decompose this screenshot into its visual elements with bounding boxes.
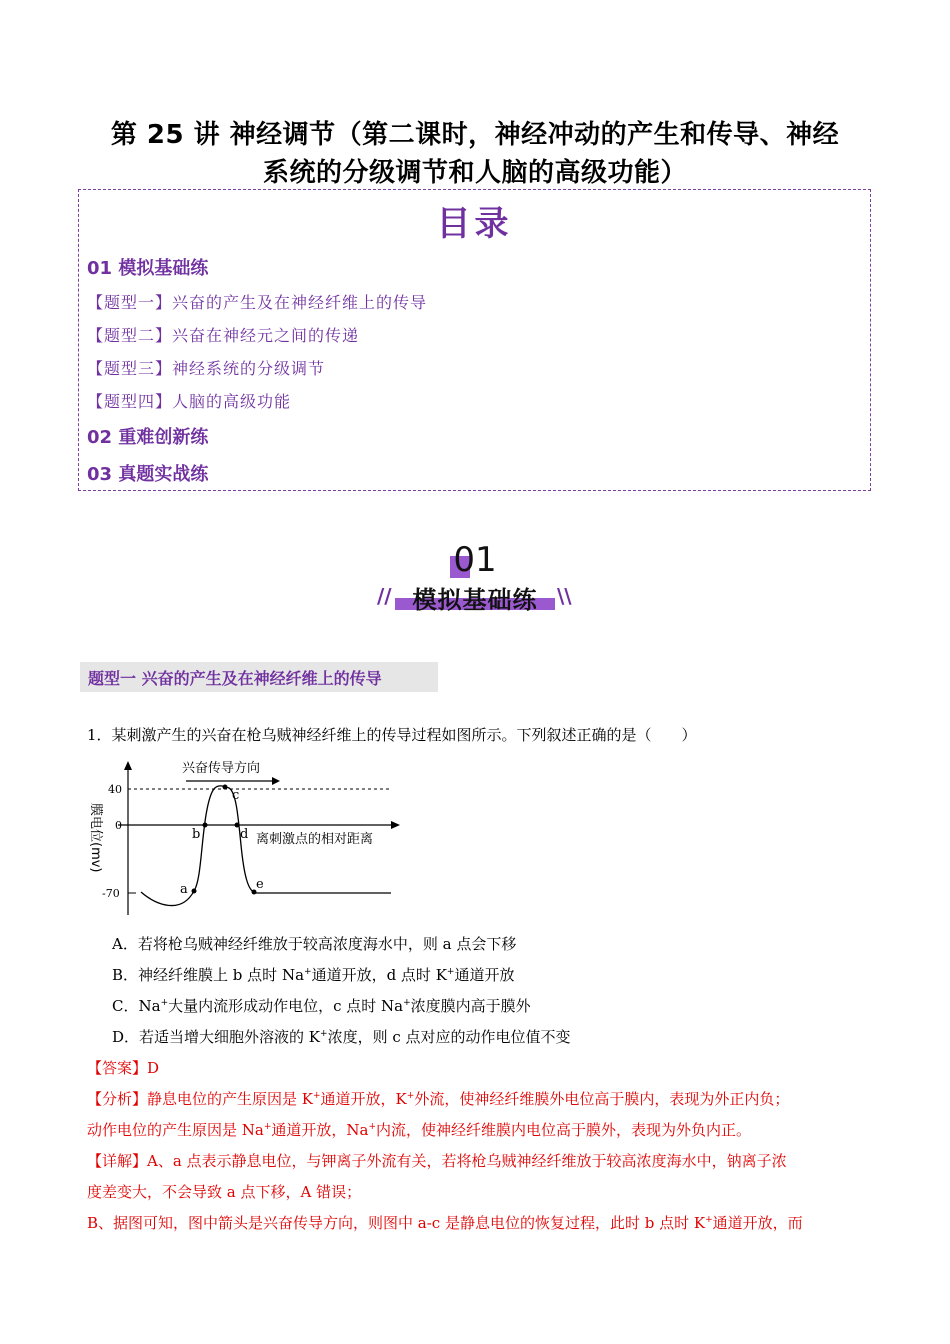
label-a: a bbox=[180, 882, 188, 897]
y-tick-40: 40 bbox=[108, 783, 122, 796]
toc-section-03[interactable]: 03 真题实战练 bbox=[87, 464, 209, 485]
title-line-2: 系统的分级调节和人脑的高级功能） bbox=[262, 158, 687, 188]
y-axis-label: 膜电位(mv) bbox=[88, 803, 103, 873]
option-b[interactable]: B．神经纤维膜上 b 点时 Na+通道开放，d 点时 K+通道开放 bbox=[112, 966, 515, 984]
y-tick-neg70: -70 bbox=[102, 887, 120, 900]
toc-heading: 目录 bbox=[436, 204, 513, 244]
option-c[interactable]: C．Na+大量内流形成动作电位，c 点时 Na+浓度膜内高于膜外 bbox=[112, 997, 531, 1015]
badge-number: 01 bbox=[453, 540, 497, 580]
x-axis-arrow-icon bbox=[391, 821, 400, 829]
page-title bbox=[80, 116, 870, 192]
question-type-banner bbox=[80, 662, 438, 692]
y-axis-arrow-icon bbox=[124, 761, 132, 770]
point-c bbox=[223, 785, 228, 790]
question-stem: 1．某刺激产生的兴奋在枪乌贼神经纤维上的传导过程如图所示。下列叙述正确的是（ ） bbox=[87, 726, 697, 744]
section-badge bbox=[375, 540, 575, 620]
analysis-line-1: 【分析】静息电位的产生原因是 K+通道开放，K+外流，使神经纤维膜外电位高于膜内，表现为外正内负； bbox=[87, 1090, 790, 1108]
toc-item-type-3[interactable]: 【题型三】神经系统的分级调节 bbox=[87, 359, 326, 378]
toc-item-type-4[interactable]: 【题型四】人脑的高级功能 bbox=[87, 392, 292, 411]
detail-line-3: B、据图可知，图中箭头是兴奋传导方向，则图中 a-c 是静息电位的恢复过程，此时 b 点时 K+通道开放，而 bbox=[87, 1214, 803, 1232]
toc-item-type-1[interactable]: 【题型一】兴奋的产生及在神经纤维上的传导 bbox=[87, 293, 428, 312]
y-tick-0: 0 bbox=[115, 819, 122, 832]
option-a[interactable]: A．若将枪乌贼神经纤维放于较高浓度海水中，则 a 点会下移 bbox=[112, 935, 517, 953]
title-line-1: 第 25 讲 神经调节（第二课时，神经冲动的产生和传导、神经 bbox=[110, 120, 840, 150]
question-type-label: 题型一 兴奋的产生及在神经纤维上的传导 bbox=[88, 669, 382, 688]
point-d bbox=[235, 823, 240, 828]
label-d: d bbox=[240, 827, 249, 842]
x-axis-label: 离刺激点的相对距离 bbox=[256, 832, 374, 847]
badge-label: 模拟基础练 bbox=[412, 586, 538, 614]
toc-section-01[interactable]: 01 模拟基础练 bbox=[87, 258, 209, 279]
badge-slash-left-icon: // bbox=[377, 584, 392, 608]
point-a bbox=[192, 889, 197, 894]
analysis-line-2: 动作电位的产生原因是 Na+通道开放，Na+内流，使神经纤维膜内电位高于膜外，表现为外负内正。 bbox=[87, 1121, 752, 1139]
direction-label: 兴奋传导方向 bbox=[182, 761, 261, 776]
option-d[interactable]: D．若适当增大细胞外溶液的 K+浓度，则 c 点对应的动作电位值不变 bbox=[112, 1028, 571, 1046]
badge-slash-right-icon: \\ bbox=[557, 584, 572, 608]
detail-line-1: 【详解】A、a 点表示静息电位，与钾离子外流有关，若将枪乌贼神经纤维放于较高浓度海水中，钠离子浓 bbox=[87, 1152, 787, 1170]
toc-section-02[interactable]: 02 重难创新练 bbox=[87, 427, 209, 448]
point-b bbox=[203, 823, 208, 828]
table-of-contents bbox=[78, 189, 871, 491]
label-c: c bbox=[232, 788, 240, 803]
toc-item-type-2[interactable]: 【题型二】兴奋在神经元之间的传递 bbox=[87, 326, 360, 345]
answer-line: 【答案】D bbox=[87, 1059, 160, 1077]
direction-arrow-icon bbox=[272, 777, 280, 785]
label-e: e bbox=[256, 877, 264, 892]
label-b: b bbox=[192, 827, 201, 842]
membrane-potential-graph bbox=[86, 755, 406, 920]
detail-line-2: 度差变大，不会导致 a 点下移，A 错误； bbox=[87, 1183, 362, 1201]
